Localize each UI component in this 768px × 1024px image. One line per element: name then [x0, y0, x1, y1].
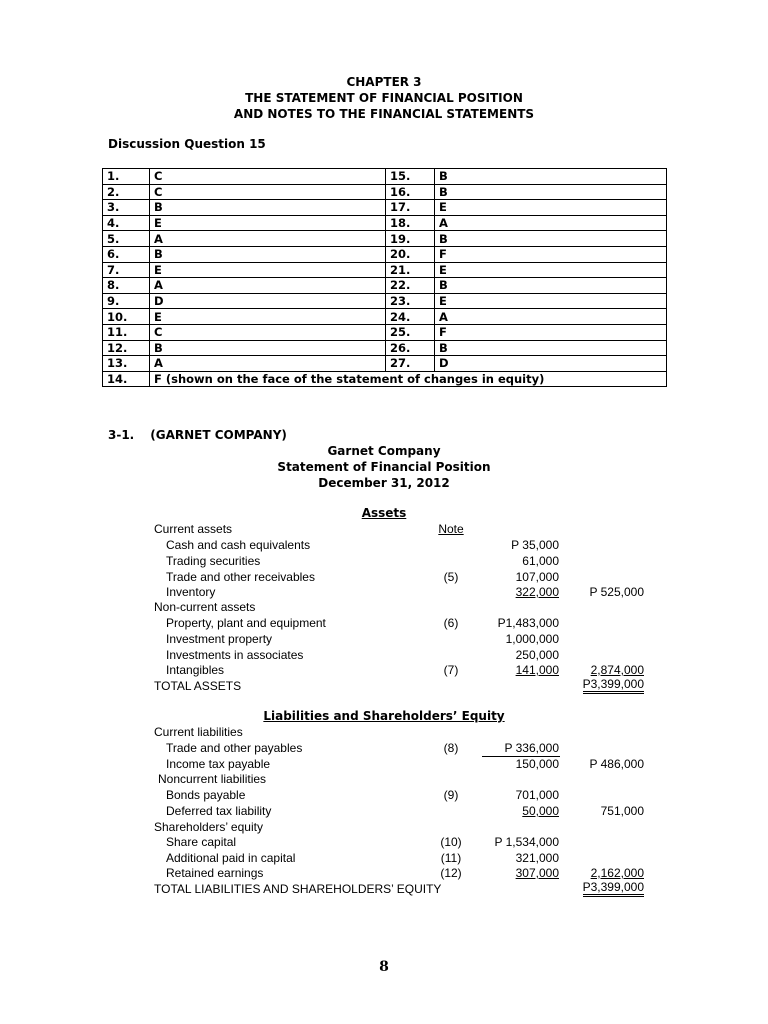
investment-property-row	[0, 631, 768, 647]
row-amount: 107,000	[515, 570, 559, 584]
row-label: Trade and other receivables	[166, 570, 315, 584]
answer-number: 3.	[103, 200, 150, 216]
answer-value: B	[435, 340, 667, 356]
shareholders-equity-row	[0, 819, 768, 835]
answer-value: F	[435, 324, 667, 340]
answer-row	[103, 200, 667, 216]
answer-row	[103, 246, 667, 262]
answer-number: 18.	[386, 215, 435, 231]
answer-row	[103, 324, 667, 340]
row-total: P 525,000	[589, 585, 644, 599]
page-number: 8	[379, 959, 389, 975]
row-amount: 701,000	[515, 788, 559, 802]
row-amount: 322,000	[515, 585, 559, 599]
answer-value: B	[435, 169, 667, 185]
row-label: Additional paid in capital	[166, 851, 296, 865]
answer-value: E	[435, 200, 667, 216]
answer-row	[103, 169, 667, 185]
row-note: (11)	[440, 851, 462, 865]
row-label: Current liabilities	[154, 725, 243, 739]
row-label: Retained earnings	[166, 866, 264, 880]
discussion-question-title: Discussion Question 15	[108, 137, 266, 151]
row-label: Deferred tax liability	[166, 804, 272, 818]
answer-row	[103, 293, 667, 309]
answer-number: 17.	[386, 200, 435, 216]
row-label: Non-current assets	[154, 600, 256, 614]
row-label: Investment property	[166, 632, 273, 646]
answer-row-last	[103, 371, 667, 387]
row-note: (8)	[443, 741, 459, 755]
note-heading: Note	[438, 522, 464, 536]
row-label: Shareholders’ equity	[154, 820, 263, 834]
answer-value: A	[150, 231, 386, 247]
total-assets-row	[0, 678, 768, 694]
cash-row	[0, 537, 768, 553]
answer-row	[103, 231, 667, 247]
retained-earnings-row	[0, 865, 768, 881]
ppe-row	[0, 615, 768, 631]
answer-number: 16.	[386, 184, 435, 200]
intangibles-row	[0, 662, 768, 678]
answer-row	[103, 215, 667, 231]
answer-value: E	[435, 293, 667, 309]
answer-value: B	[150, 340, 386, 356]
chapter-header	[0, 74, 768, 122]
statement-title: Statement of Financial Position	[277, 460, 491, 474]
answer-number: 24.	[386, 309, 435, 325]
answer-value: D	[435, 356, 667, 372]
row-label: Trade and other payables	[166, 741, 303, 755]
row-label: Noncurrent liabilities	[158, 772, 267, 786]
statement-title-block	[0, 443, 768, 491]
row-total: P3,399,000	[583, 881, 644, 897]
total-liabilities-row	[0, 881, 768, 897]
answer-number: 26.	[386, 340, 435, 356]
row-label: TOTAL ASSETS	[154, 679, 242, 693]
answer-number: 5.	[103, 231, 150, 247]
row-amount: P 336,000	[504, 741, 559, 755]
answer-number: 15.	[386, 169, 435, 185]
row-total: 2,874,000	[590, 663, 644, 677]
answer-number: 20.	[386, 246, 435, 262]
row-label: Share capital	[166, 835, 237, 849]
apic-row	[0, 850, 768, 866]
answer-row	[103, 262, 667, 278]
problem-heading	[108, 428, 287, 442]
answer-value: F	[435, 246, 667, 262]
row-amount: 50,000	[522, 804, 559, 818]
answer-value: E	[150, 215, 386, 231]
row-total: 751,000	[600, 804, 644, 818]
liabilities-heading: Liabilities and Shareholders’ Equity	[263, 709, 505, 723]
trading-row	[0, 553, 768, 569]
row-total: P 486,000	[589, 757, 644, 771]
share-capital-row	[0, 834, 768, 850]
answer-value: E	[150, 262, 386, 278]
row-amount: 150,000	[515, 757, 559, 771]
inventory-row	[0, 584, 768, 600]
problem-number: 3-1.	[108, 428, 135, 442]
row-note: (12)	[440, 866, 462, 880]
answer-row	[103, 309, 667, 325]
answer-number: 10.	[103, 309, 150, 325]
answer-value: B	[435, 278, 667, 294]
row-amount: 250,000	[515, 648, 559, 662]
answer-value: E	[150, 309, 386, 325]
row-amount: P 1,534,000	[494, 835, 559, 849]
answer-number: 19.	[386, 231, 435, 247]
associates-row	[0, 647, 768, 663]
answer-number: 12.	[103, 340, 150, 356]
answer-number: 23.	[386, 293, 435, 309]
answer-number: 8.	[103, 278, 150, 294]
row-label: Current assets	[154, 522, 233, 536]
answer-number: 25.	[386, 324, 435, 340]
answer-value: C	[150, 169, 386, 185]
answer-value: A	[150, 278, 386, 294]
answer-row	[103, 356, 667, 372]
current-liabilities-row	[0, 724, 768, 740]
receivables-row	[0, 569, 768, 585]
answer-row	[103, 340, 667, 356]
chapter-subtitle-2: AND NOTES TO THE FINANCIAL STATEMENTS	[233, 107, 535, 121]
answer-number: 9.	[103, 293, 150, 309]
answer-value: C	[150, 184, 386, 200]
row-label: TOTAL LIABILITIES AND SHAREHOLDERS’ EQUITY	[154, 882, 442, 896]
answer-row	[103, 184, 667, 200]
answer-number: 1.	[103, 169, 150, 185]
row-label: Bonds payable	[166, 788, 246, 802]
income-tax-row	[0, 756, 768, 772]
row-note: (10)	[440, 835, 462, 849]
row-amount: 141,000	[515, 663, 559, 677]
answer-value: A	[435, 215, 667, 231]
row-amount: P 35,000	[511, 538, 559, 552]
row-amount: 1,000,000	[505, 632, 559, 646]
row-label: Cash and cash equivalents	[166, 538, 311, 552]
company-name: Garnet Company	[327, 444, 441, 458]
answer-number: 14.	[103, 371, 150, 387]
row-total: P3,399,000	[583, 678, 644, 694]
answer-number: 27.	[386, 356, 435, 372]
answer-number: 4.	[103, 215, 150, 231]
answer-number: 7.	[103, 262, 150, 278]
answer-value: B	[150, 200, 386, 216]
answer-number: 11.	[103, 324, 150, 340]
row-label: Intangibles	[166, 663, 225, 677]
row-amount: 307,000	[515, 866, 559, 880]
answer-value: B	[150, 246, 386, 262]
payables-row	[0, 740, 768, 756]
answer-value: D	[150, 293, 386, 309]
answer-key-table	[102, 168, 667, 387]
row-label: Investments in associates	[166, 648, 304, 662]
current-assets-row	[0, 521, 768, 537]
answer-value: F (shown on the face of the statement of changes in equity)	[150, 371, 667, 387]
answer-number: 6.	[103, 246, 150, 262]
statement-date: December 31, 2012	[318, 476, 450, 490]
noncurrent-liabilities-row	[0, 771, 768, 787]
row-amount: 321,000	[515, 851, 559, 865]
answer-number: 13.	[103, 356, 150, 372]
answer-number: 21.	[386, 262, 435, 278]
assets-heading: Assets	[361, 506, 407, 520]
row-note: (6)	[443, 616, 459, 630]
row-total: 2,162,000	[590, 866, 644, 880]
answer-value: A	[435, 309, 667, 325]
answer-value: E	[435, 262, 667, 278]
chapter-title: CHAPTER 3	[346, 75, 422, 89]
bonds-row	[0, 787, 768, 803]
noncurrent-assets-row	[0, 599, 768, 615]
row-note: (9)	[443, 788, 459, 802]
answer-number: 2.	[103, 184, 150, 200]
answer-value: C	[150, 324, 386, 340]
row-amount: 61,000	[522, 554, 559, 568]
answer-value: A	[150, 356, 386, 372]
answer-value: B	[435, 231, 667, 247]
answer-number: 22.	[386, 278, 435, 294]
row-label: Income tax payable	[166, 757, 271, 771]
row-label: Inventory	[166, 585, 216, 599]
problem-name: (GARNET COMPANY)	[150, 428, 287, 442]
row-amount: P1,483,000	[497, 616, 559, 630]
row-note: (7)	[443, 663, 459, 677]
answer-value: B	[435, 184, 667, 200]
chapter-subtitle-1: THE STATEMENT OF FINANCIAL POSITION	[245, 91, 523, 105]
row-label: Property, plant and equipment	[166, 616, 326, 630]
answer-row	[103, 278, 667, 294]
deferred-tax-row	[0, 803, 768, 819]
row-label: Trading securities	[166, 554, 261, 568]
row-note: (5)	[443, 570, 459, 584]
